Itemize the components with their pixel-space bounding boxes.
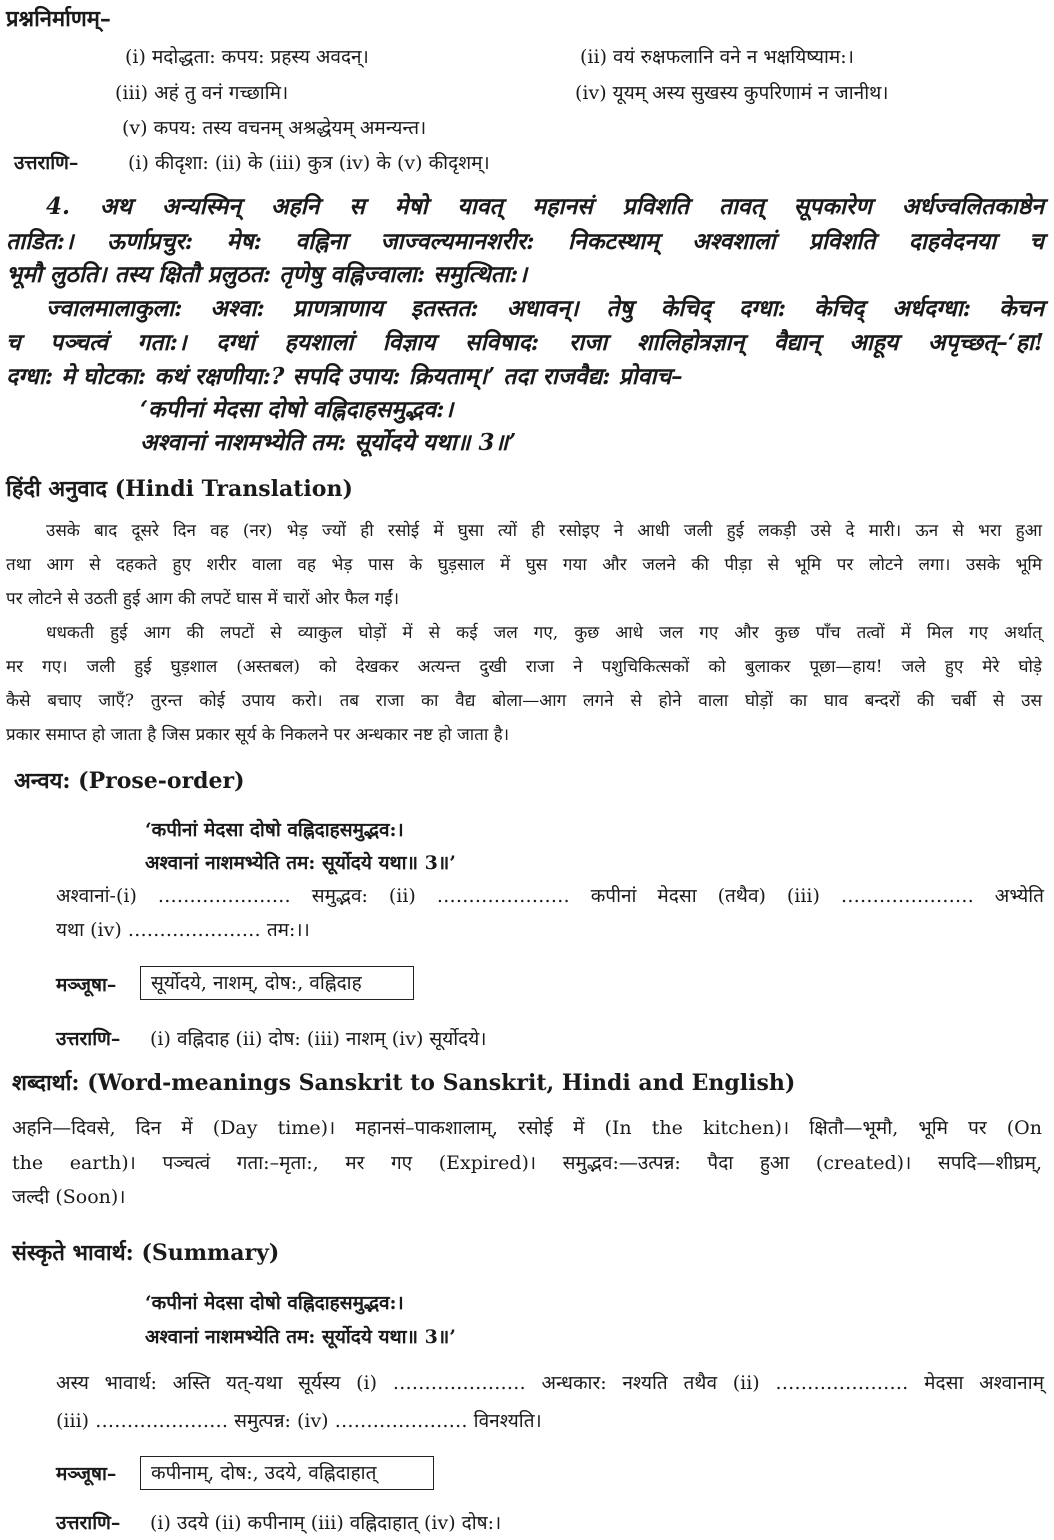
fill-blank-line: अश्वानां-(i) ………………… समुद्भव: (ii) ………………… कपीनां मेदसा (तथैव) (iii) ………………… अभ्येति: [56, 885, 1044, 907]
passage-line: ताडित:। ऊर्णाप्रचुर: मेष: वह्निना जाज्वल्यमानशरीर: निकटस्थाम् अश्वशालां प्रविशति दाहवेदनया च: [6, 228, 1044, 255]
section-heading: संस्कृते भावार्थ: (Summary): [12, 1240, 280, 1266]
section-heading: अन्वय: (Prose-order): [14, 768, 245, 794]
translation-line: धधकती हुई आग की लपटों से व्याकुल घोड़ों में से कई जल गए, कुछ आधे जल गए और कुछ पाँच तत्वों में मिल गए अर्थात्: [46, 623, 1042, 643]
answers-label: उत्तराणि–: [56, 1512, 121, 1534]
answers: (i) कीदृशा: (ii) के (iii) कुत्र (iv) के (v) कीदृशम्।: [128, 152, 490, 174]
translation-line: उसके बाद दूसरे दिन वह (नर) भेड़ ज्यों ही रसोई में घुसा त्यों ही रसोइए ने आधी जली हुई लकड़ी उसे दे मारी। ऊन से भरा हुआ: [46, 521, 1042, 541]
fill-blank-line: यथा (iv) ………………… तम:।।: [56, 919, 310, 941]
manjusha-box: सूर्योदये, नाशम्, दोष:, वह्निदाह: [140, 966, 414, 1000]
answers: (i) उदये (ii) कपीनाम् (iii) वह्निदाहात् (iv) दोष:।: [150, 1512, 502, 1534]
verse-line: अश्वानां नाशमभ्येति तम: सूर्योदये यथा॥ 3॥’: [145, 1326, 456, 1348]
translation-line: मर गए। जली हुई घुड़शाल (अस्तबल) को देखकर अत्यन्त दुखी राजा ने पशुचिकित्सकों को बुलाकर पूछा—हाय! जले हुए मेरे घोड़े: [6, 657, 1042, 677]
answers-label: उत्तराणि–: [14, 152, 79, 174]
verse-line: ‘कपीनां मेदसा दोषो वह्निदाहसमुद्भव:।: [145, 1292, 404, 1314]
question-item: (v) कपय: तस्य वचनम् अश्रद्धेयम् अमन्यन्त।: [122, 117, 427, 139]
question-item: (ii) वयं रुक्षफलानि वने न भक्षयिष्याम:।: [580, 46, 854, 68]
passage-line: दग्धा: मे घोटका: कथं रक्षणीया:? सपदि उपाय: क्रियताम्।’ तदा राजवैद्य: प्रोवाच–: [6, 363, 683, 390]
manjusha-box: कपीनाम्, दोष:, उदये, वह्निदाहात्: [140, 1456, 434, 1490]
verse-line: ‘कपीनां मेदसा दोषो वह्निदाहसमुद्भव:।: [145, 819, 404, 841]
verse-line: ‘कपीनां मेदसा दोषो वह्निदाहसमुद्भव:।: [140, 396, 454, 423]
fill-blank-line: (iii) ………………… समुत्पन्न: (iv) ………………… विनश्यति।: [56, 1410, 542, 1432]
passage-line: 4. अथ अन्यस्मिन् अहनि स मेषो यावत् महानसं प्रविशति तावत् सूपकारेण अर्धज्वलितकाष्ठेन: [46, 193, 1044, 220]
fill-blank-line: अस्य भावार्थ: अस्ति यत्-यथा सूर्यस्य (i) ………………… अन्धकार: नश्यति तथैव (ii) ………………… मेदसा अश्वानाम्: [56, 1372, 1044, 1394]
translation-line: कैसे बचाए जाएँ? तुरन्त कोई उपाय करो। तब राजा का वैद्य बोला—आग लगने से होने वाला घोड़ों का घाव बन्दरों की चर्बी से उस: [6, 691, 1042, 711]
answers: (i) वह्निदाह (ii) दोष: (iii) नाशम् (iv) सूर्योदये।: [150, 1028, 487, 1050]
manjusha-label: मञ्जूषा–: [56, 974, 117, 996]
verse-line: अश्वानां नाशमभ्येति तम: सूर्योदये यथा॥ 3॥’: [140, 429, 517, 456]
verse-line: अश्वानां नाशमभ्येति तम: सूर्योदये यथा॥ 3॥’: [145, 852, 456, 874]
passage-line: ज्वालमालाकुला: अश्वा: प्राणत्राणाय इतस्तत: अधावन्। तेषु केचिद् दग्धा: केचिद् अर्धदग्धा: केचन: [46, 295, 1044, 322]
section-heading: प्रश्ननिर्माणम्–: [6, 6, 111, 32]
answers-label: उत्तराणि–: [56, 1028, 121, 1050]
translation-line: तथा आग से दहकते हुए शरीर वाला वह भेड़ पास के घुड़साल में घुस गया और जलने की पीड़ा से भूमि पर लोटने लगा। उसके भूमि: [6, 555, 1042, 575]
question-item: (iv) यूयम् अस्य सुखस्य कुपरिणामं न जानीथ।: [575, 82, 889, 104]
section-heading: शब्दार्था: (Word-meanings Sanskrit to Sanskrit, Hindi and English): [12, 1070, 796, 1096]
meaning-line: अहनि—दिवसे, दिन में (Day time)। महानसं–पाकशालाम्, रसोई में (In the kitchen)। क्षितौ—भूमौ, भूमि पर (On: [12, 1117, 1042, 1139]
manjusha-label: मञ्जूषा–: [56, 1463, 117, 1485]
meaning-line: जल्दी (Soon)।: [12, 1186, 126, 1208]
section-heading: हिंदी अनुवाद (Hindi Translation): [6, 476, 353, 502]
passage-line: च पञ्चत्वं गता:। दग्धां हयशालां विज्ञाय सविषाद: राजा शालिहोत्रज्ञान् वैद्यान् आहूय अपृच्छत्–‘हा!: [6, 329, 1044, 356]
meaning-line: the earth)। पञ्चत्वं गता:–मृता:, मर गए (Expired)। समुद्भव:—उत्पन्न: पैदा हुआ (created)। सपदि—शीघ्रम्,: [12, 1152, 1042, 1174]
translation-line: पर लोटने से उठती हुई आग की लपटें घास में चारों ओर फैल गईं।: [6, 589, 400, 609]
question-item: (iii) अहं तु वनं गच्छामि।: [115, 82, 289, 104]
passage-line: भूमौ लुठति। तस्य क्षितौ प्रलुठत: तृणेषु वह्निज्वाला: समुत्थिता:।: [6, 261, 528, 288]
translation-line: प्रकार समाप्त हो जाता है जिस प्रकार सूर्य के निकलने पर अन्धकार नष्ट हो जाता है।: [6, 725, 510, 745]
question-item: (i) मदोद्धता: कपय: प्रहस्य अवदन्।: [125, 46, 369, 68]
